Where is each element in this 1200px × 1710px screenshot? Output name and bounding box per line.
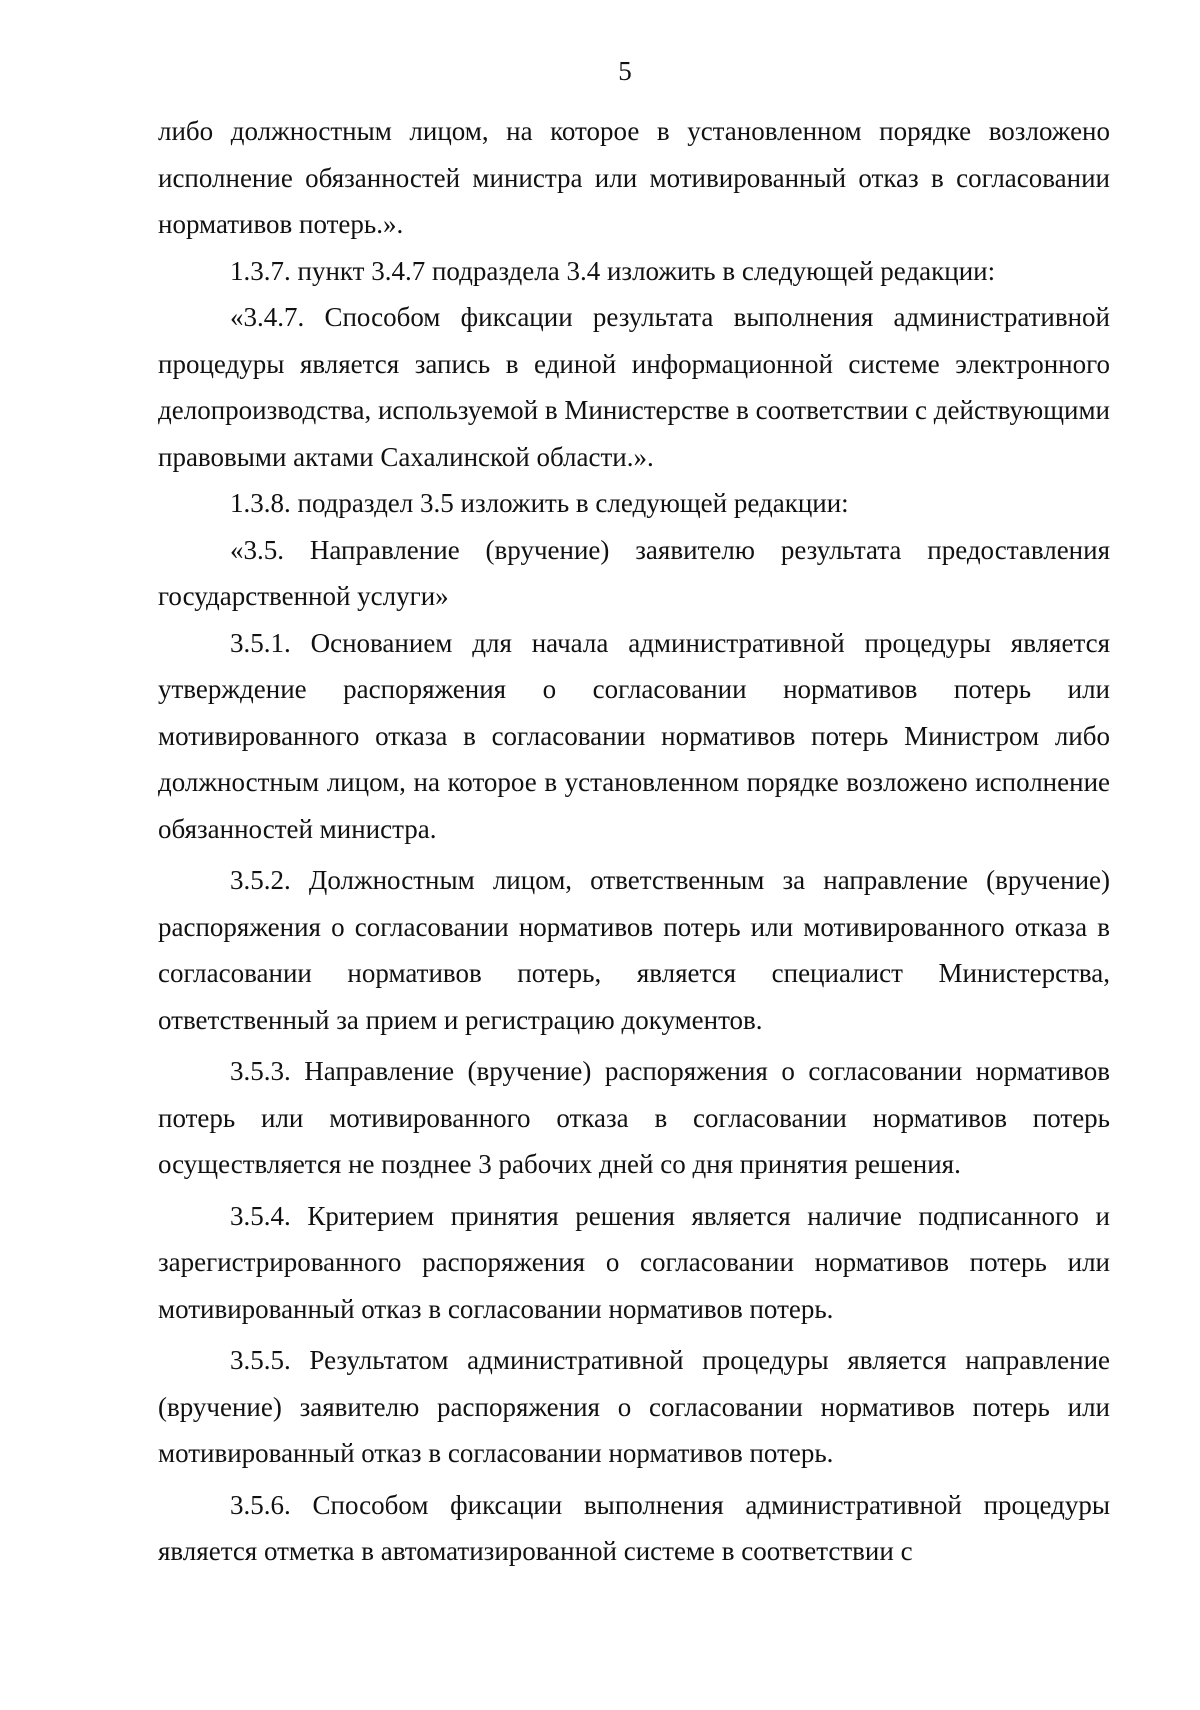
paragraph-3-5-4: 3.5.4. Критерием принятия решения является наличие подписанного и зарегистрированного распоряжения о согласовании нормативов потерь или мотивированный отказ в согласовании нормативов потерь. bbox=[158, 1200, 1110, 1324]
page-number: 5 bbox=[618, 56, 632, 86]
paragraph-3-5-1: 3.5.1. Основанием для начала административной процедуры является утверждение распоряжения о согласовании нормативов потерь или мотивированного отказа в согласовании нормативов потерь Министром либо должностным лицом, на которое в установленном порядке возложено исполнение обязанностей министра. bbox=[158, 627, 1110, 844]
paragraph-3-5-6: 3.5.6. Способом фиксации выполнения административной процедуры является отметка в автоматизированной системе в соответствии с bbox=[158, 1489, 1110, 1566]
paragraph-3-4-7: «3.4.7. Способом фиксации результата выполнения административной процедуры является запись в единой информационной системе электронного делопроизводства, используемой в Министерстве в соответствии с действующими правовыми актами Сахалинской области.». bbox=[158, 302, 1110, 472]
paragraph-3-5-5: 3.5.5. Результатом административной процедуры является направление (вручение) заявителю распоряжения о согласовании нормативов потерь или мотивированный отказ в согласовании нормативов потерь. bbox=[158, 1345, 1110, 1468]
paragraph-1-3-8: 1.3.8. подраздел 3.5 изложить в следующей редакции: bbox=[230, 488, 849, 518]
paragraph-3-5-heading: «3.5. Направление (вручение) заявителю результата предоставления государственной услуги» bbox=[158, 534, 1110, 611]
paragraph-3-5-3: 3.5.3. Направление (вручение) распоряжения о согласовании нормативов потерь или мотивированного отказа в согласовании нормативов потерь осуществляется не позднее 3 рабочих дней со дня принятия решения. bbox=[158, 1056, 1110, 1179]
document-body bbox=[158, 108, 1110, 1575]
paragraph-1-3-7: 1.3.7. пункт 3.4.7 подраздела 3.4 изложить в следующей редакции: bbox=[230, 255, 996, 286]
paragraph-3-5-2: 3.5.2. Должностным лицом, ответственным за направление (вручение) распоряжения о согласовании нормативов потерь или мотивированного отказа в согласовании нормативов потерь, является специалист Министерства, ответственный за прием и регистрацию документов. bbox=[158, 865, 1110, 1035]
paragraph-continuation: либо должностным лицом, на которое в установленном порядке возложено исполнение обязанностей министра или мотивированный отказ в согласовании нормативов потерь.». bbox=[158, 116, 1110, 239]
